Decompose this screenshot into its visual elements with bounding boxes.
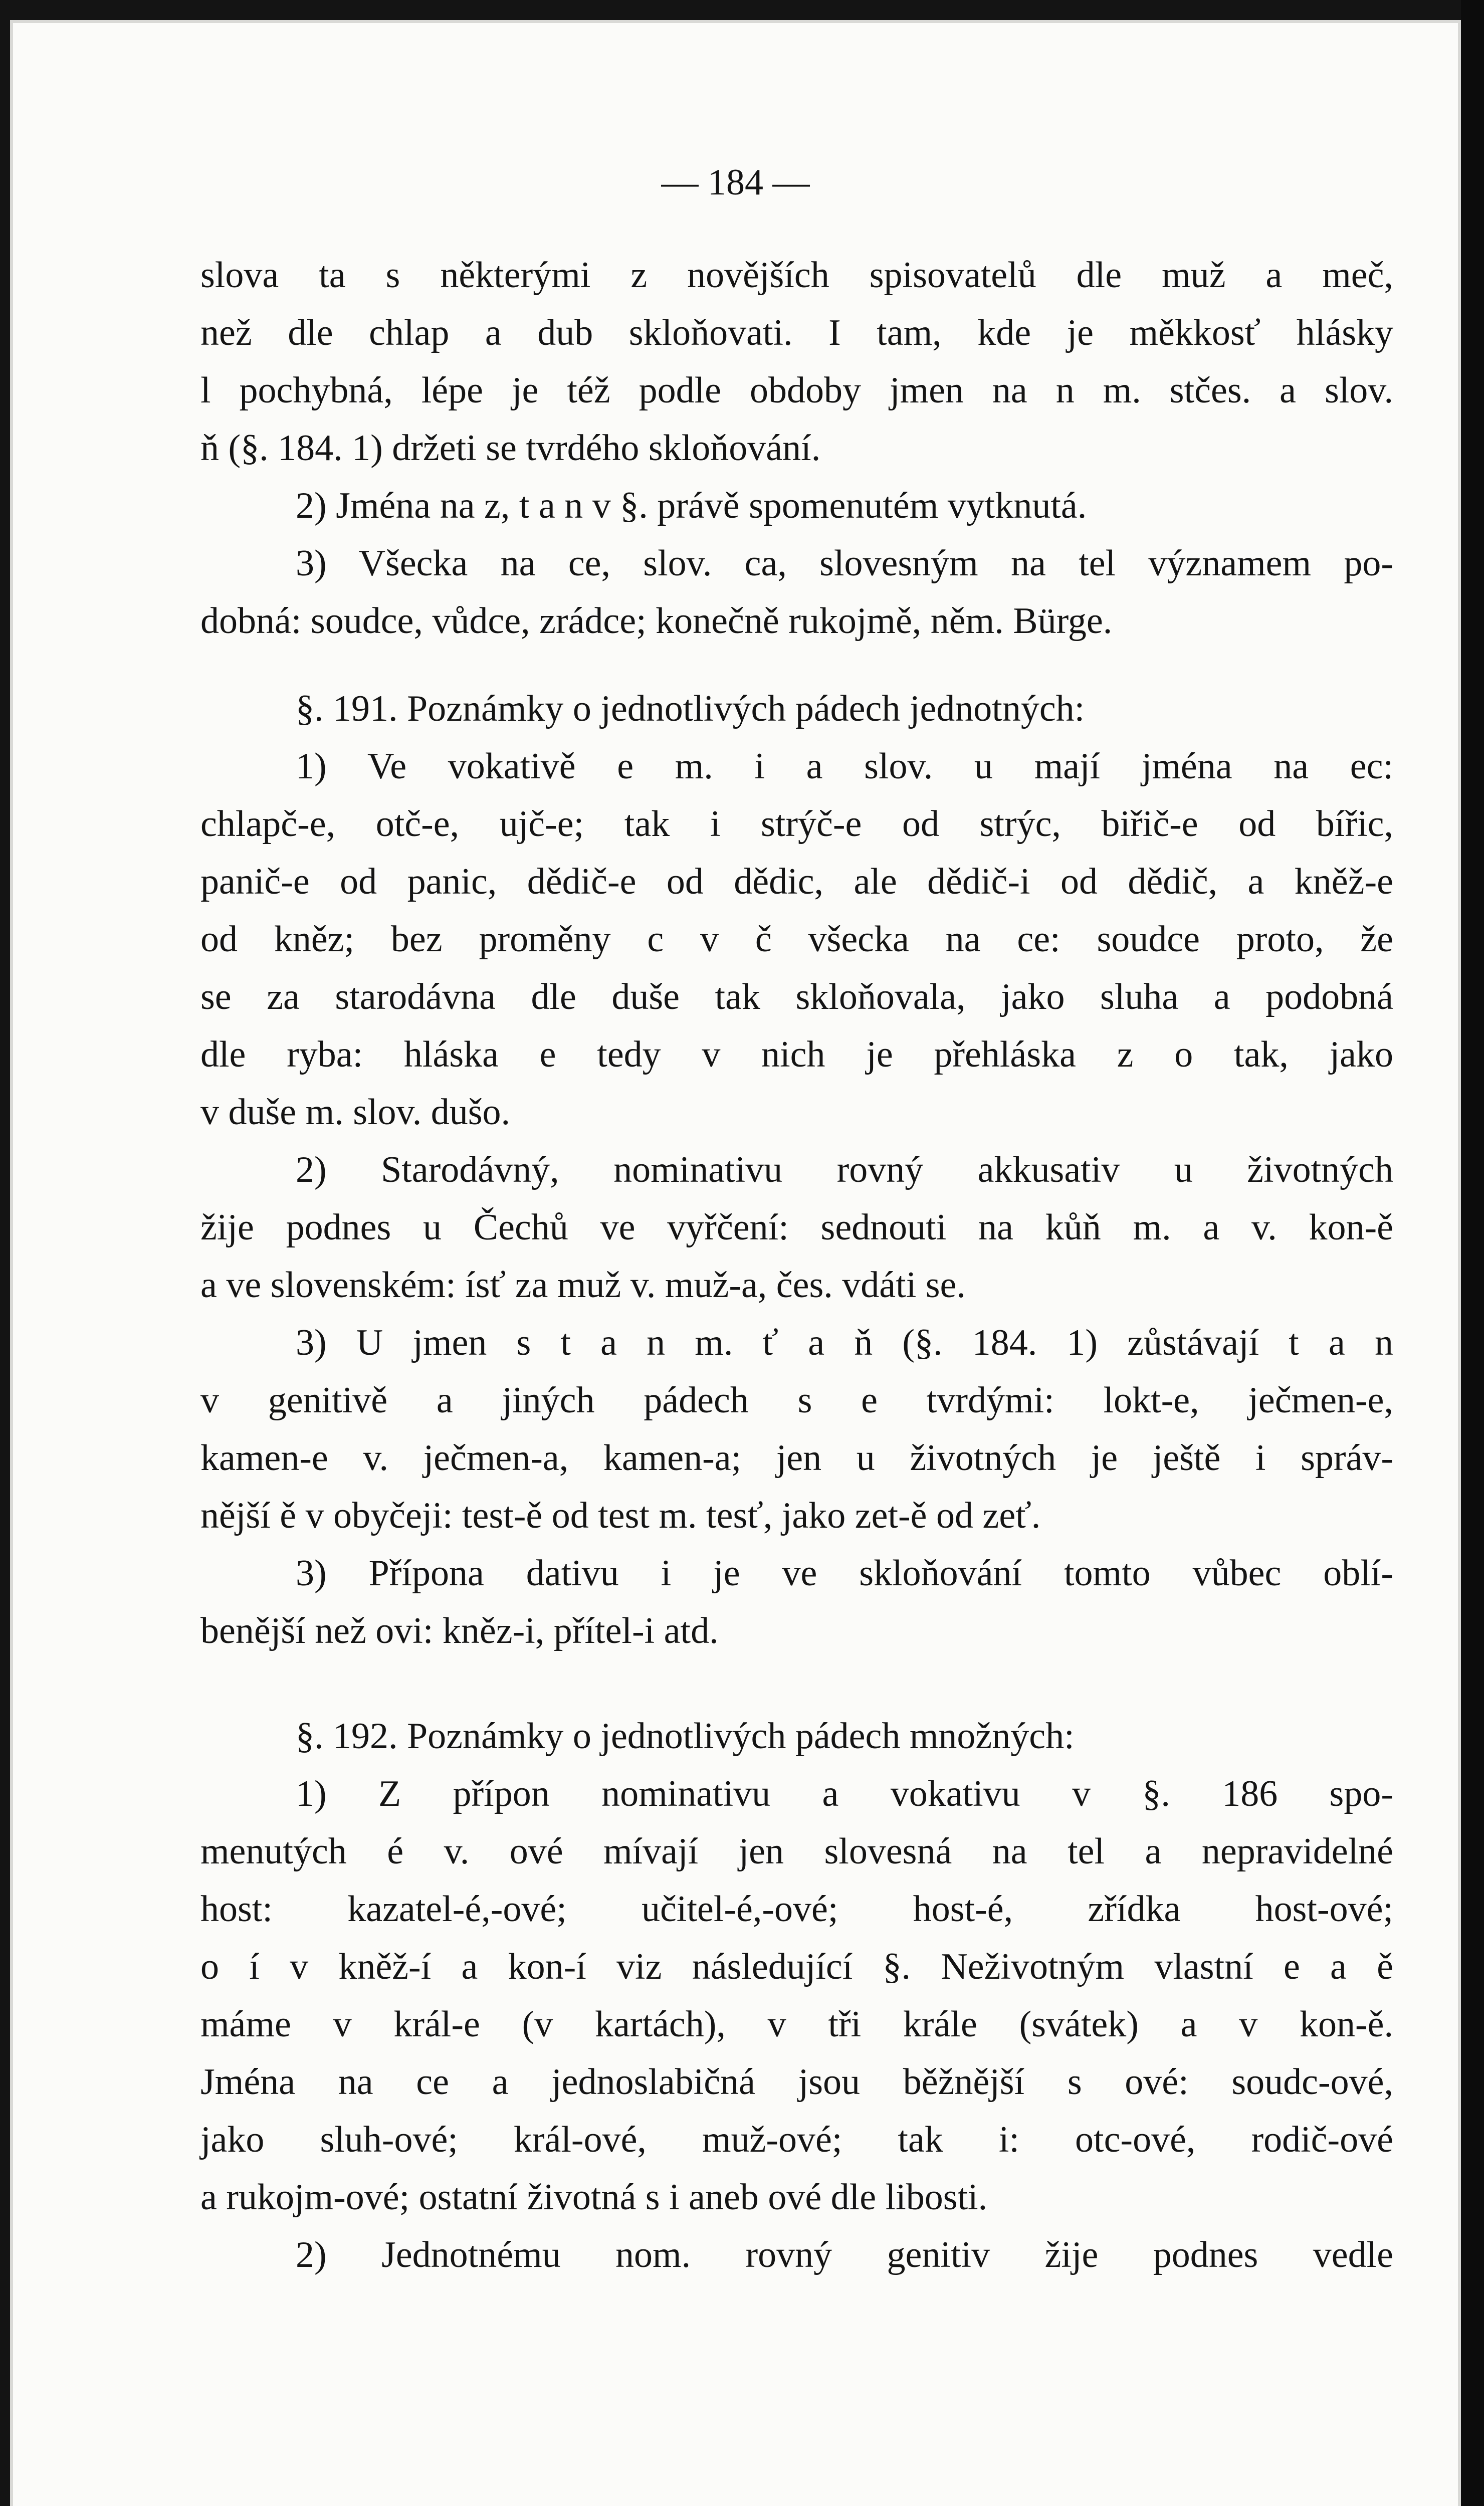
text-line: žije podnes u Čechů ve vyřčení: sednouti na kůň m. a v. kon-ě: [200, 1207, 1393, 1248]
text-line: panič-e od panic, dědič-e od dědic, ale dědič-i od dědič, a kněž-e: [200, 861, 1393, 902]
book-page: [10, 20, 1461, 2506]
page-text: [200, 247, 1393, 2284]
text-line: dle ryba: hláska e tedy v nich je přehláska z o tak, jako: [200, 1034, 1393, 1075]
text-line: host: kazatel-é,-ové; učitel-é,-ové; host-é, zřídka host-ové;: [200, 1889, 1393, 1930]
text-line: 3) Všecka na ce, slov. ca, slovesným na tel významem po-: [296, 543, 1393, 584]
text-line: 2) Jména na z, t a n v §. právě spomenutém vytknutá.: [296, 485, 1087, 526]
page-number: — 184 —: [661, 162, 810, 203]
text-line: kamen-e v. ječmen-a, kamen-a; jen u životných je ještě i správ-: [200, 1437, 1393, 1479]
text-line: v genitivě a jiných pádech s e tvrdými: lokt-e, ječmen-e,: [200, 1380, 1393, 1421]
text-line: a ve slovenském: ísť za muž v. muž-a, čes. vdáti se.: [200, 1265, 966, 1306]
text-line: 2) Jednotnému nom. rovný genitiv žije podnes vedle: [296, 2234, 1393, 2275]
text-line: 3) U jmen s t a n m. ť a ň (§. 184. 1) zůstávají t a n: [296, 1322, 1393, 1363]
text-line: 2) Starodávný, nominativu rovný akkusativ u životných: [296, 1149, 1393, 1190]
text-line: chlapč-e, otč-e, ujč-e; tak i strýč-e od strýc, biřič-e od bířic,: [200, 803, 1393, 845]
text-line: l pochybná, lépe je též podle obdoby jmen na n m. stčes. a slov.: [200, 370, 1393, 411]
section-heading: §. 192. Poznámky o jednotlivých pádech množných:: [296, 1716, 1075, 1757]
text-line: v duše m. slov. dušo.: [200, 1092, 511, 1133]
section-gap: [200, 1660, 1393, 1708]
text-line: od kněz; bez proměny c v č všecka na ce: soudce proto, že: [200, 919, 1393, 960]
section-gap: [200, 650, 1393, 680]
text-line: dobná: soudce, vůdce, zrádce; konečně rukojmě, něm. Bürge.: [200, 600, 1113, 642]
text-line: 1) Ve vokativě e m. i a slov. u mají jména na ec:: [296, 746, 1393, 787]
text-line: menutých é v. ové mívají jen slovesná na tel a nepravidelné: [200, 1831, 1393, 1872]
text-line: jako sluh-ové; král-ové, muž-ové; tak i: otc-ové, rodič-ové: [200, 2119, 1393, 2160]
text-line: ň (§. 184. 1) držeti se tvrdého skloňování.: [200, 428, 821, 469]
text-line: Jména na ce a jednoslabičná jsou běžnější s ové: soudc-ové,: [200, 2061, 1393, 2103]
text-line: 1) Z přípon nominativu a vokativu v §. 186 spo-: [296, 1773, 1393, 1814]
text-line: 3) Přípona dativu i je ve skloňování tomto vůbec oblí-: [296, 1553, 1393, 1594]
text-line: slova ta s některými z novějších spisovatelů dle muž a meč,: [200, 255, 1393, 296]
text-line: se za starodávna dle duše tak skloňovala, jako sluha a podobná: [200, 976, 1393, 1017]
text-line: a rukojm-ové; ostatní životná s i aneb ové dle libosti.: [200, 2177, 988, 2218]
text-line: než dle chlap a dub skloňovati. I tam, kde je měkkosť hlásky: [200, 312, 1393, 353]
scan-edge: [1461, 0, 1484, 2506]
text-line: nější ě v obyčeji: test-ě od test m. tesť, jako zet-ě od zeť.: [200, 1495, 1041, 1536]
section-heading: §. 191. Poznámky o jednotlivých pádech jednotných:: [296, 688, 1085, 729]
text-line: benější než ovi: kněz-i, přítel-i atd.: [200, 1610, 719, 1651]
text-line: máme v král-e (v kartách), v tři krále (svátek) a v kon-ě.: [200, 2004, 1393, 2045]
text-line: o í v kněž-í a kon-í viz následující §. Neživotným vlastní e a ě: [200, 1946, 1393, 1987]
